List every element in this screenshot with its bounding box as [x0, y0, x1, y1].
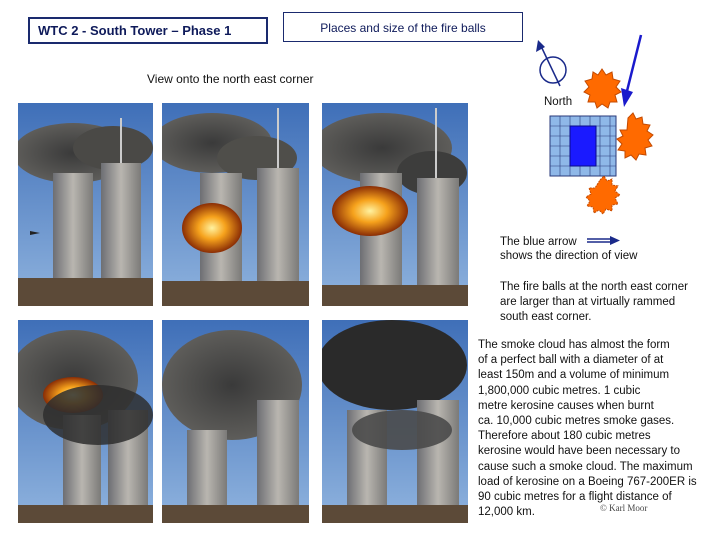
fireball-note-line-2: are larger than at virtually rammed [500, 296, 676, 308]
page-title: WTC 2 - South Tower – Phase 1 [28, 17, 268, 44]
photo-2 [162, 103, 309, 306]
smoke-note-line: load of kerosine on a Boeing 767-200ER is [478, 475, 697, 488]
smoke-note-line: ca. 10,000 cubic metres smoke gases. [478, 415, 675, 428]
section-heading: Places and size of the fire balls [283, 12, 523, 42]
photo-4 [18, 320, 153, 523]
smoke-note-line: cause such a smoke cloud. The maximum [478, 460, 693, 473]
copyright-text: © Karl Moor [600, 503, 648, 513]
compass-north-icon [536, 40, 566, 86]
view-direction-arrow-icon [621, 35, 641, 107]
fireball-note-line-1: The fire balls at the north east corner [500, 281, 688, 293]
smoke-note-line: Therefore about 180 cubic metres [478, 430, 651, 443]
tower-plan-icon [550, 116, 616, 176]
fireball-note-line-3: south east corner. [500, 311, 592, 323]
photo-6 [322, 320, 468, 523]
photo-5 [162, 320, 309, 523]
smoke-note-line: The smoke cloud has almost the form [478, 339, 670, 351]
blue-arrow-icon [586, 235, 622, 247]
smoke-note-line: kerosine would have been necessary to [478, 445, 681, 458]
arrow-note-line-1: The blue arrow [500, 236, 577, 248]
smoke-note-line: least 150m and a volume of minimum [478, 369, 670, 382]
photo-3 [322, 103, 468, 306]
photo-1 [18, 103, 153, 306]
north-label: North [544, 96, 573, 108]
smoke-note-line: 90 cubic metres for a flight distance of [478, 491, 672, 504]
fireball-southeast-icon [586, 176, 620, 214]
fireball-east-icon [617, 113, 653, 160]
fireball-diagram [528, 30, 668, 220]
smoke-note-line: metre kerosine causes when burnt [478, 399, 654, 412]
smoke-note-line: of a perfect ball with a diameter of at [478, 354, 664, 367]
arrow-note-line-2: shows the direction of view [500, 250, 638, 262]
smoke-note-line: 1,800,000 cubic metres. 1 cubic [478, 384, 641, 397]
smoke-note [478, 338, 718, 520]
fireball-north-icon [584, 69, 621, 108]
smoke-note-line: 12,000 km. [478, 506, 535, 519]
photo-caption: View onto the north east corner [147, 72, 314, 86]
